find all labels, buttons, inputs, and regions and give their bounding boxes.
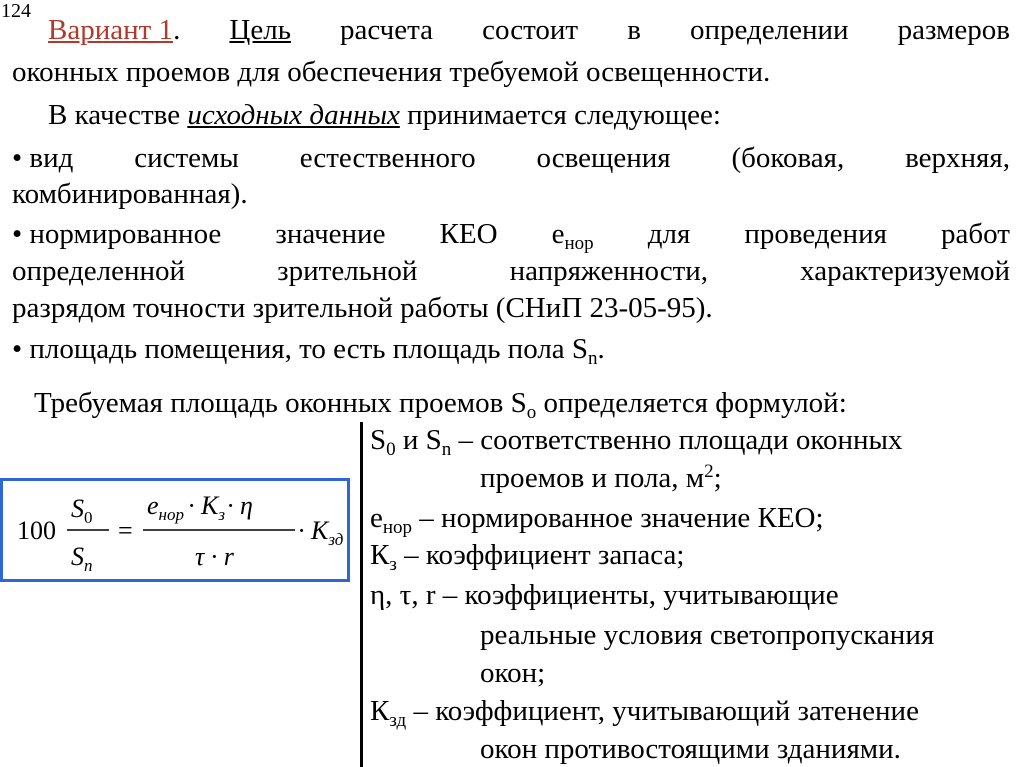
intro-line-2: оконных проемов для обеспечения требуемой освещенности.: [12, 56, 771, 88]
bullet-2-line-2: определенной зрительной напряженности, характеризуемой: [12, 255, 1010, 287]
legend-line-1: $S_0$ и $S_n$ – соответственно площади оконных: [370, 424, 903, 460]
intro-line-1: [48, 12, 1010, 48]
formula-intro: Требуемая площадь оконных проемов $S_o$ определяется формулой:: [34, 387, 847, 423]
formula-rhs-denominator: τ · r: [195, 542, 234, 571]
bullet-1-line-1: • вид системы естественного освещения (боковая, верхняя,: [12, 142, 1010, 174]
formula: [3, 481, 347, 579]
input-data-intro: В качестве исходных данных принимается следующее:: [48, 99, 721, 131]
formula-coefficient: 100: [17, 516, 56, 545]
formula-equals: =: [118, 516, 133, 545]
divider-line: [360, 422, 363, 767]
variant-label: Вариант 1: [48, 14, 174, 46]
formula-box: [0, 478, 350, 582]
word: состоит: [482, 14, 579, 46]
formula-s0: $S_0$: [71, 494, 93, 527]
legend-line-5: η, τ, r – коэффициенты, учитывающие: [370, 579, 839, 611]
bullet-1-line-2: комбинированная).: [12, 178, 248, 210]
formula-rhs-numerator: $e_{нор} \cdot K_з\cdot \eta$: [147, 491, 253, 524]
legend-line-4: $К_з$ – коэффициент запаса;: [370, 539, 685, 575]
legend-line-9: окон противостоящими зданиями.: [480, 733, 901, 765]
bullet-3: • площадь помещения, то есть площадь пола $S_n$.: [12, 333, 605, 369]
legend-line-8: $К_{зд}$ – коэффициент, учитывающий затенение: [370, 695, 919, 731]
bullet-2-line-3: разрядом точности зрительной работы (СНиП 23-05-95).: [12, 292, 713, 324]
legend-line-3: $е_{нор}$ – нормированное значение КЕО;: [370, 502, 824, 538]
word: расчета: [340, 14, 434, 46]
legend-line-7: окон;: [480, 657, 546, 689]
legend-line-6: реальные условия светопропускания: [480, 619, 935, 651]
bullet-2-line-1: • нормированное значение КЕО $е_{нор}$ для проведения работ: [12, 218, 1010, 254]
word: в: [627, 14, 641, 46]
word: определении: [689, 14, 849, 46]
legend-line-2: проемов и пола, $м^2$;: [480, 461, 722, 494]
formula-sn: $S_n$: [71, 542, 93, 575]
word: размеров: [897, 14, 1010, 46]
input-data-emphasis: исходных данных: [187, 99, 400, 131]
formula-kzd: · $K_{зд}$: [298, 516, 344, 549]
page-number: 124: [1, 0, 31, 22]
goal-word: Цель: [229, 14, 291, 46]
variant-heading: Вариант 1.: [48, 14, 181, 46]
e-nor: $е_{нор}$: [551, 218, 594, 254]
